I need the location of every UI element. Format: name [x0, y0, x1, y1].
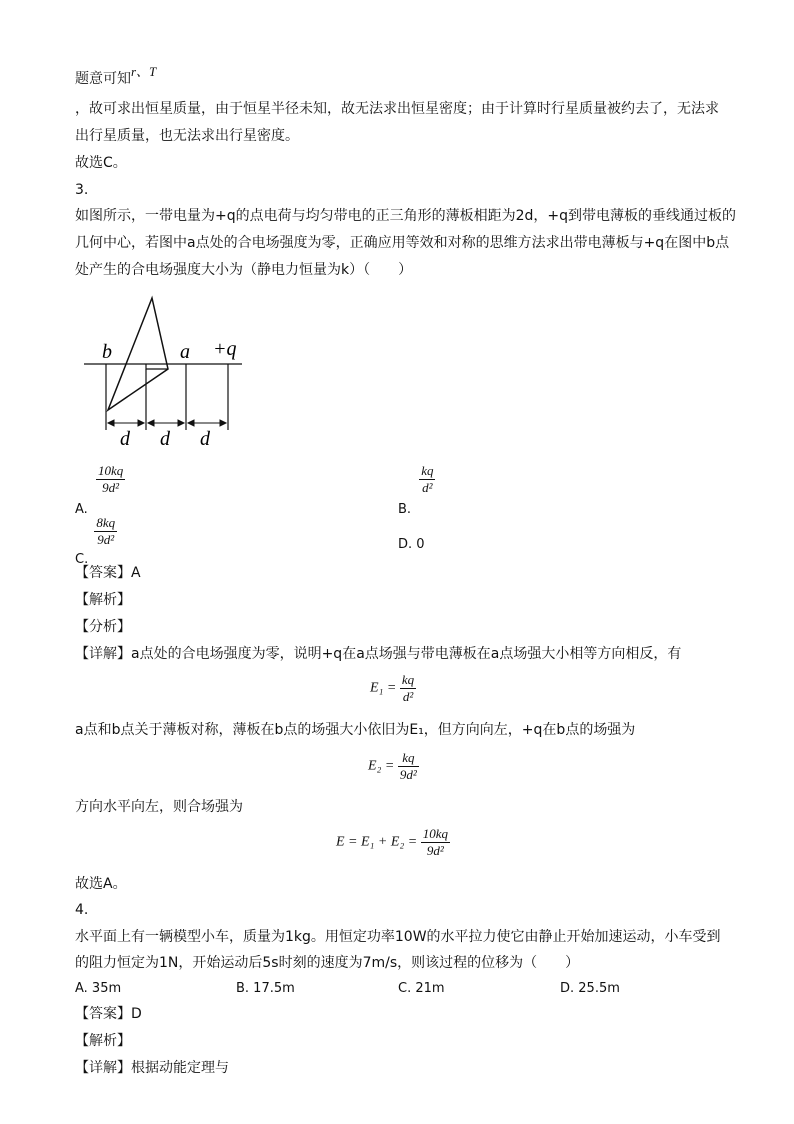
q3-fenxi-tag: 【分析】	[75, 619, 131, 635]
q3-equation-1	[370, 672, 416, 705]
eq-lhs: E₁ =	[370, 680, 397, 696]
q3-detail-line-3: 方向水平向左，则合场强为	[75, 799, 243, 815]
detail-tag: 【详解】	[75, 1060, 131, 1076]
q3-option-b[interactable]	[398, 463, 435, 517]
q4-option-b[interactable]: B. 17.5m	[236, 981, 295, 996]
q3-option-c[interactable]	[75, 515, 117, 567]
answer-tag: 【答案】	[75, 565, 131, 581]
q3-answer-line	[75, 563, 141, 583]
q3-analysis-tag: 【解析】	[75, 592, 131, 608]
eq-num: kq	[401, 672, 415, 687]
q4-stem-line-1: 水平面上有一辆模型小车，质量为1kg。用恒定功率10W的水平拉力使它由静止开始加速运动，小车受到	[75, 929, 721, 945]
eq-den: 9d²	[426, 843, 444, 858]
q4-analysis-tag: 【解析】	[75, 1033, 131, 1049]
option-den: d²	[422, 480, 433, 495]
option-num: kq	[421, 463, 434, 478]
q3-detail-line-1	[75, 644, 681, 664]
label-q: +q	[213, 338, 237, 360]
q3-detail-line-2: a点和b点关于薄板对称，薄板在b点的场强大小依旧为E₁，但方向向左，+q在b点的场强为	[75, 722, 636, 738]
option-den: 9d²	[102, 480, 120, 495]
q3-figure	[80, 295, 250, 450]
option-text: 0	[416, 537, 425, 552]
q4-answer-line	[75, 1004, 142, 1024]
intro-line-1	[75, 64, 157, 89]
intro-line-3: 出行星质量，也无法求出行星密度。	[75, 128, 299, 144]
q3-option-a[interactable]	[75, 463, 125, 517]
label-d-3: d	[200, 428, 210, 450]
option-letter: B.	[398, 502, 412, 517]
detail-text: a点处的合电场强度为零，说明+q在a点场强与带电薄板在a点场强大小相等方向相反，有	[131, 646, 682, 662]
option-letter: A.	[75, 502, 88, 517]
detail-tag: 【详解】	[75, 646, 131, 662]
q4-detail-line-1	[75, 1058, 229, 1078]
intro-text: 题意可知	[75, 71, 131, 87]
detail-text: 根据动能定理与	[131, 1060, 229, 1076]
q3-stem-line-2: 几何中心，若图中a点处的合电场强度为零，正确应用等效和对称的思维方法求出带电薄板与+q在图中b点	[75, 235, 730, 251]
q4-stem-line-2: 的阻力恒定为1N，开始运动后5s时刻的速度为7m/s，则该过程的位移为（ ）	[75, 955, 580, 971]
option-den: 9d²	[97, 532, 115, 547]
eq-num: kq	[398, 750, 419, 767]
q4-option-d[interactable]: D. 25.5m	[560, 981, 620, 996]
label-a: a	[180, 341, 190, 363]
q3-number: 3.	[75, 182, 89, 198]
intro-math: r、T	[131, 64, 157, 79]
intro-line-2: ，故可求出恒星质量，由于恒星半径未知，故无法求出恒星密度；由于计算时行星质量被约去了，无法求	[75, 101, 719, 117]
triangle-plate	[108, 298, 168, 410]
option-letter: C.	[75, 552, 89, 567]
answer-value: A	[131, 565, 141, 581]
eq-den: d²	[402, 689, 414, 704]
option-num: 8kq	[96, 515, 116, 530]
eq-lhs: E₂ =	[368, 758, 395, 774]
q3-conclusion: 故选A。	[75, 876, 127, 892]
q3-stem-line-1: 如图所示，一带电量为+q的点电荷与均匀带电的正三角形的薄板相距为2d，+q到带电薄板的垂线通过板的	[75, 208, 737, 224]
label-d-1: d	[120, 428, 130, 450]
plate-step	[146, 364, 168, 369]
q3-option-d[interactable]	[398, 537, 425, 552]
q4-option-c[interactable]: C. 21m	[398, 981, 445, 996]
q3-stem-line-3: 处产生的合电场强度大小为（静电力恒量为k）（ ）	[75, 262, 413, 278]
option-num: 10kq	[97, 463, 124, 478]
q3-equation-2	[368, 750, 419, 783]
option-letter: D.	[398, 537, 413, 552]
eq-num: 10kq	[422, 826, 449, 841]
answer-tag: 【答案】	[75, 1006, 131, 1022]
q4-option-a[interactable]: A. 35m	[75, 981, 122, 996]
q4-number: 4.	[75, 902, 89, 918]
intro-line-4: 故选C。	[75, 155, 127, 171]
answer-value: D	[131, 1006, 142, 1022]
label-b: b	[102, 341, 112, 363]
eq-lhs: E = E₁ + E₂ =	[336, 834, 418, 850]
eq-den: 9d²	[399, 767, 417, 782]
q3-equation-3	[336, 826, 450, 859]
label-d-2: d	[160, 428, 170, 450]
